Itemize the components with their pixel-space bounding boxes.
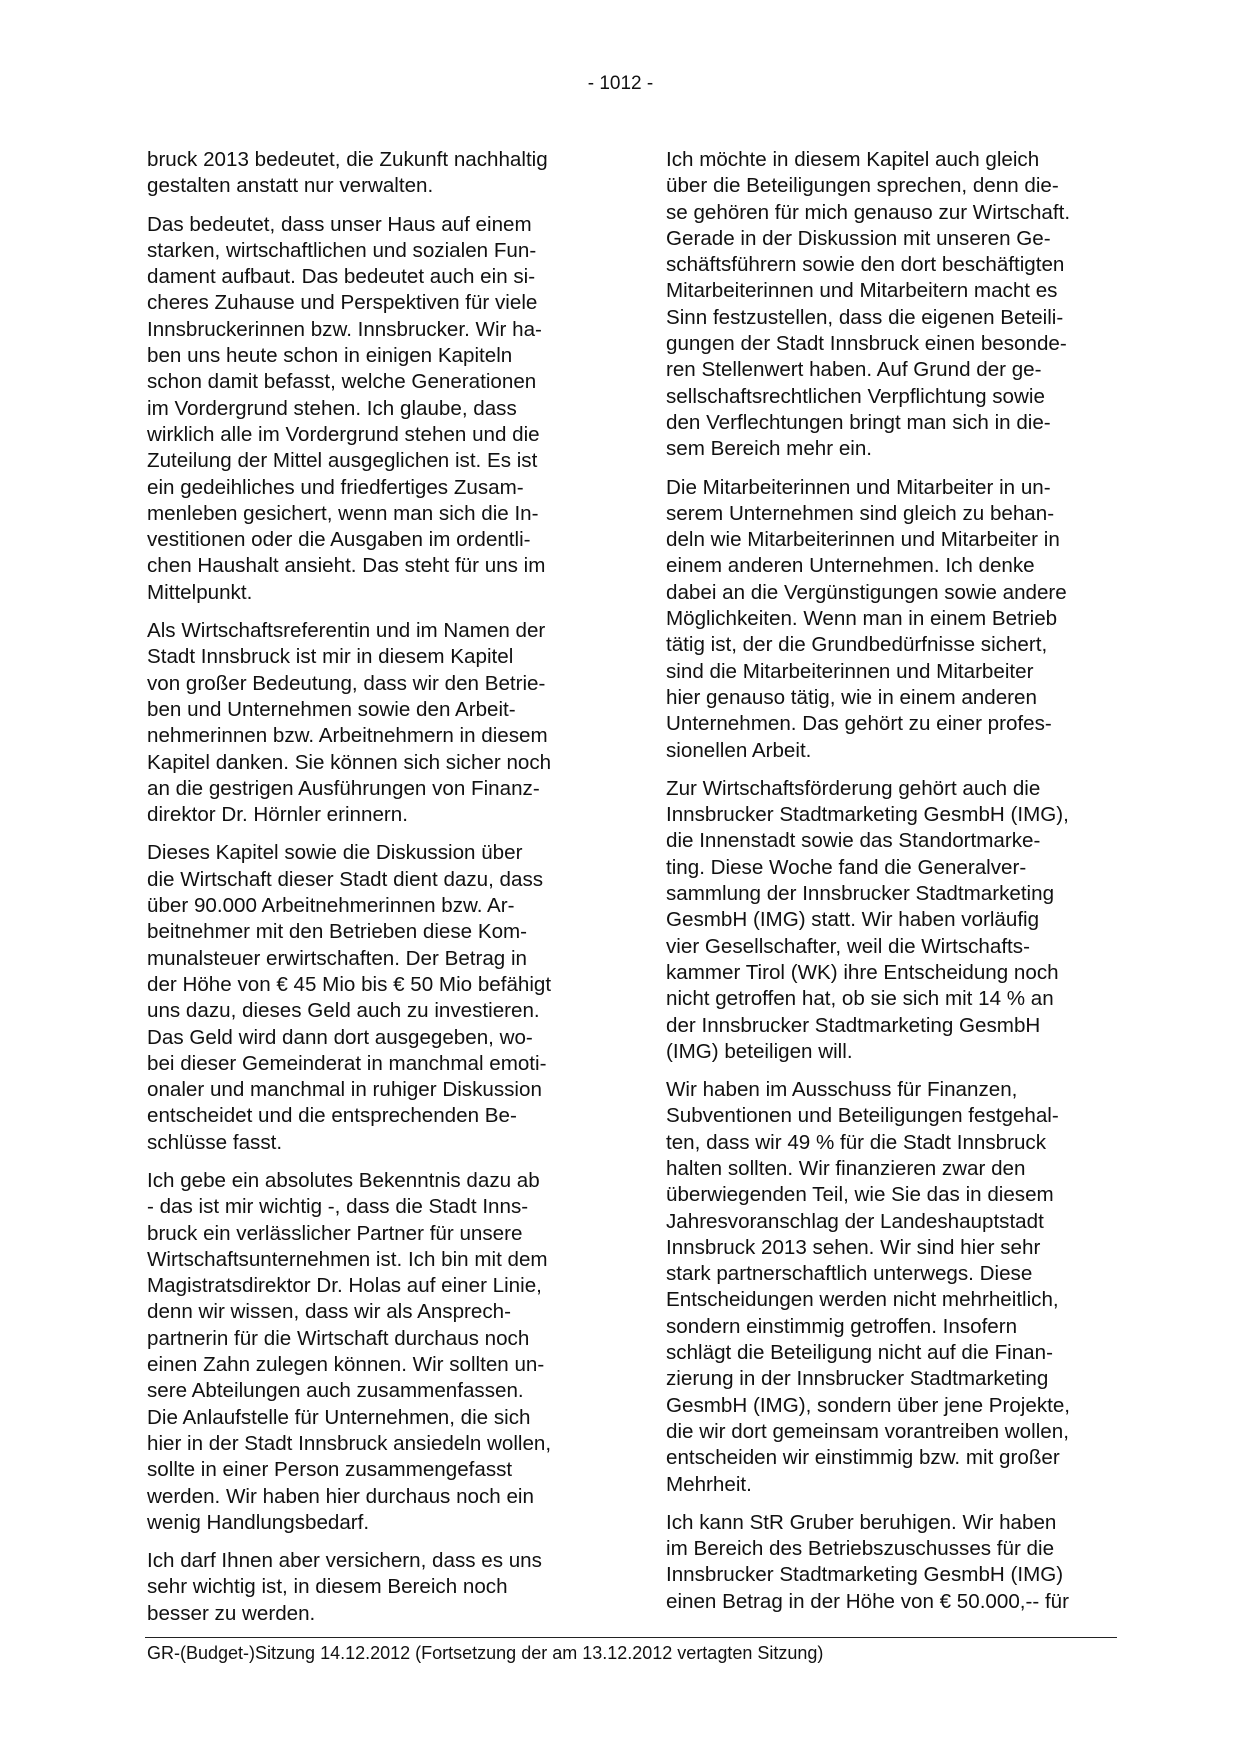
text-line: direktor Dr. Hörnler erinnern. [147, 803, 408, 827]
text-line: ten, dass wir 49 % für die Stadt Innsbruck [666, 1130, 1047, 1154]
text-line: Die Anlaufstelle für Unternehmen, die sich [147, 1405, 531, 1429]
right-text-column [666, 147, 1118, 1627]
paragraph [666, 147, 1118, 463]
text-line: wenig Handlungsbedarf. [147, 1510, 370, 1534]
text-line: GesmbH (IMG) statt. Wir haben vorläufig [666, 908, 1040, 932]
text-line: Subventionen und Beteiligungen festgehal- [666, 1104, 1059, 1128]
text-line: Dieses Kapitel sowie die Diskussion über [147, 841, 523, 865]
text-line: im Bereich des Betriebszuschusses für die [666, 1537, 1055, 1561]
text-line: kammer Tirol (WK) ihre Entscheidung noch [666, 960, 1059, 984]
text-line: über die Beteiligungen sprechen, denn die- [666, 174, 1059, 198]
text-line: menleben gesichert, wenn man sich die In- [147, 501, 539, 525]
text-line: sind die Mitarbeiterinnen und Mitarbeiter [666, 659, 1034, 683]
text-line: nehmerinnen bzw. Arbeitnehmern in diesem [147, 724, 548, 748]
text-line: schlüsse fasst. [147, 1130, 283, 1154]
text-line: im Vordergrund stehen. Ich glaube, dass [147, 396, 517, 420]
text-line: einem anderen Unternehmen. Ich denke [666, 554, 1035, 578]
text-line: Mittelpunkt. [147, 580, 253, 604]
text-line: ein gedeihliches und friedfertiges Zusam- [147, 475, 524, 499]
text-line: schlägt die Beteiligung nicht auf die Finan- [666, 1341, 1053, 1365]
text-line: Zur Wirtschaftsförderung gehört auch die [666, 776, 1041, 800]
text-line: nicht getroffen hat, ob sie sich mit 14 % an [666, 987, 1054, 1011]
text-line: einen Zahn zulegen können. Wir sollten un- [147, 1353, 545, 1377]
text-line: dabei an die Vergünstigungen sowie andere [666, 580, 1067, 604]
text-line: stark partnerschaftlich unterwegs. Diese [666, 1262, 1033, 1286]
paragraph [666, 1077, 1118, 1498]
paragraph [666, 776, 1118, 1065]
text-line: Entscheidungen werden nicht mehrheitlich, [666, 1288, 1059, 1312]
paragraph [147, 1168, 599, 1536]
text-line: einen Betrag in der Höhe von € 50.000,-- für [666, 1589, 1069, 1613]
paragraph [147, 147, 599, 200]
text-line: Innsbrucker Stadtmarketing GesmbH (IMG), [666, 803, 1069, 827]
text-line: an die gestrigen Ausführungen von Finanz- [147, 776, 540, 800]
text-line: entscheidet und die entsprechenden Be- [147, 1104, 517, 1128]
text-line: ben und Unternehmen sowie den Arbeit- [147, 697, 516, 721]
text-line: dament aufbaut. Das bedeutet auch ein si- [147, 265, 536, 289]
text-line: sammlung der Innsbrucker Stadtmarketing [666, 882, 1055, 906]
text-line: Kapitel danken. Sie können sich sicher noch [147, 750, 552, 774]
text-line: Sinn festzustellen, dass die eigenen Beteili- [666, 305, 1064, 329]
text-line: Ich gebe ein absolutes Bekenntnis dazu ab [147, 1168, 540, 1192]
text-line: Innsbruckerinnen bzw. Innsbrucker. Wir ha- [147, 317, 542, 341]
text-line: Zuteilung der Mittel ausgeglichen ist. Es ist [147, 449, 538, 473]
text-line: Ich kann StR Gruber beruhigen. Wir haben [666, 1510, 1057, 1534]
text-line: entscheiden wir einstimmig bzw. mit großer [666, 1446, 1060, 1470]
text-line: vestitionen oder die Ausgaben im ordentli- [147, 528, 531, 552]
text-line: sionellen Arbeit. [666, 738, 812, 762]
text-line: partnerin für die Wirtschaft durchaus noch [147, 1326, 530, 1350]
text-line: ben uns heute schon in einigen Kapiteln [147, 344, 513, 368]
text-line: Innsbruck 2013 sehen. Wir sind hier sehr [666, 1235, 1041, 1259]
text-line: GesmbH (IMG), sondern über jene Projekte, [666, 1393, 1071, 1417]
footer-divider [145, 1637, 1117, 1638]
text-line: Ich darf Ihnen aber versichern, dass es uns [147, 1549, 542, 1573]
text-line: sere Abteilungen auch zusammenfassen. [147, 1379, 524, 1403]
text-line: der Höhe von € 45 Mio bis € 50 Mio befähigt [147, 972, 552, 996]
text-line: starken, wirtschaftlichen und sozialen Fun- [147, 238, 537, 262]
text-line: deln wie Mitarbeiterinnen und Mitarbeiter in [666, 528, 1060, 552]
text-line: Unternehmen. Das gehört zu einer profes- [666, 712, 1052, 736]
text-line: zierung in der Innsbrucker Stadtmarketing [666, 1367, 1049, 1391]
text-line: Jahresvoranschlag der Landeshauptstadt [666, 1209, 1044, 1233]
text-line: halten sollten. Wir finanzieren zwar den [666, 1156, 1026, 1180]
text-line: munalsteuer erwirtschaften. Der Betrag in [147, 946, 528, 970]
text-line: Das bedeutet, dass unser Haus auf einem [147, 212, 532, 236]
text-line: sondern einstimmig getroffen. Insofern [666, 1314, 1018, 1338]
paragraph [147, 840, 599, 1156]
paragraph [666, 1510, 1118, 1615]
paragraph [147, 212, 599, 606]
text-line: Die Mitarbeiterinnen und Mitarbeiter in un- [666, 475, 1051, 499]
text-line: schäftsführern sowie den dort beschäftigten [666, 253, 1065, 277]
text-line: uns dazu, dieses Geld auch zu investieren. [147, 999, 540, 1023]
text-line: werden. Wir haben hier durchaus noch ein [147, 1484, 534, 1508]
text-line: bruck 2013 bedeutet, die Zukunft nachhaltig [147, 148, 548, 171]
text-line: den Verflechtungen bringt man sich in die- [666, 410, 1051, 434]
text-line: gestalten anstatt nur verwalten. [147, 174, 434, 198]
text-line: Stadt Innsbruck ist mir in diesem Kapitel [147, 645, 514, 669]
footer-text: GR-(Budget-)Sitzung 14.12.2012 (Fortsetzung der am 13.12.2012 vertagten Sitzung) [147, 1643, 824, 1663]
text-line: sollte in einer Person zusammengefasst [147, 1458, 513, 1482]
text-line: Magistratsdirektor Dr. Holas auf einer Linie, [147, 1274, 542, 1298]
text-line: cheres Zuhause und Perspektiven für viele [147, 291, 538, 315]
text-line: überwiegenden Teil, wie Sie das in diesem [666, 1183, 1054, 1207]
text-line: besser zu werden. [147, 1601, 316, 1625]
text-line: über 90.000 Arbeitnehmerinnen bzw. Ar- [147, 894, 515, 918]
text-line: denn wir wissen, dass wir als Ansprech- [147, 1300, 511, 1324]
text-line: Ich möchte in diesem Kapitel auch gleich [666, 148, 1040, 171]
text-line: ren Stellenwert haben. Auf Grund der ge- [666, 358, 1042, 382]
paragraph [666, 475, 1118, 764]
text-line: hier genauso tätig, wie in einem anderen [666, 685, 1037, 709]
text-line: beitnehmer mit den Betrieben diese Kom- [147, 920, 528, 944]
text-line: gungen der Stadt Innsbruck einen besonde- [666, 332, 1067, 356]
text-line: onaler und manchmal in ruhiger Diskussion [147, 1078, 542, 1102]
left-text-column [147, 147, 599, 1639]
text-line: se gehören für mich genauso zur Wirtschaft. [666, 200, 1071, 224]
text-line: (IMG) beteiligen will. [666, 1039, 853, 1063]
text-line: bei dieser Gemeinderat in manchmal emoti- [147, 1051, 547, 1075]
text-line: sehr wichtig ist, in diesem Bereich noch [147, 1575, 508, 1599]
text-line: chen Haushalt ansieht. Das steht für uns im [147, 554, 546, 578]
text-line: Als Wirtschaftsreferentin und im Namen der [147, 619, 546, 643]
text-line: die wir dort gemeinsam vorantreiben wollen, [666, 1419, 1069, 1443]
text-line: Wirtschaftsunternehmen ist. Ich bin mit dem [147, 1247, 548, 1271]
text-line: - das ist mir wichtig -, dass die Stadt Inns- [147, 1195, 529, 1219]
text-line: Das Geld wird dann dort ausgegeben, wo- [147, 1025, 533, 1049]
text-line: von großer Bedeutung, dass wir den Betrie- [147, 671, 546, 695]
text-line: die Innenstadt sowie das Standortmarke- [666, 829, 1041, 853]
text-line: tätig ist, der die Grundbedürfnisse sichert, [666, 633, 1048, 657]
text-line: wirklich alle im Vordergrund stehen und die [147, 422, 540, 446]
text-line: vier Gesellschafter, weil die Wirtschafts- [666, 934, 1030, 958]
paragraph [147, 618, 599, 828]
text-line: hier in der Stadt Innsbruck ansiedeln wollen, [147, 1431, 552, 1455]
text-line: sellschaftsrechtlichen Verpflichtung sowie [666, 384, 1045, 408]
text-line: Gerade in der Diskussion mit unseren Ge- [666, 226, 1051, 250]
text-line: ting. Diese Woche fand die Generalver- [666, 855, 1027, 879]
text-line: Mehrheit. [666, 1472, 752, 1496]
text-line: serem Unternehmen sind gleich zu behan- [666, 501, 1055, 525]
text-line: Möglichkeiten. Wenn man in einem Betrieb [666, 607, 1058, 631]
text-line: Wir haben im Ausschuss für Finanzen, [666, 1078, 1018, 1102]
text-line: Mitarbeiterinnen und Mitarbeitern macht es [666, 279, 1058, 303]
text-line: die Wirtschaft dieser Stadt dient dazu, dass [147, 867, 544, 891]
page-number: - 1012 - [587, 73, 654, 94]
text-line: sem Bereich mehr ein. [666, 437, 873, 461]
paragraph [147, 1548, 599, 1627]
text-line: bruck ein verlässlicher Partner für unsere [147, 1221, 523, 1245]
text-line: Innsbrucker Stadtmarketing GesmbH (IMG) [666, 1563, 1064, 1587]
text-line: der Innsbrucker Stadtmarketing GesmbH [666, 1013, 1041, 1037]
text-line: schon damit befasst, welche Generationen [147, 370, 537, 394]
